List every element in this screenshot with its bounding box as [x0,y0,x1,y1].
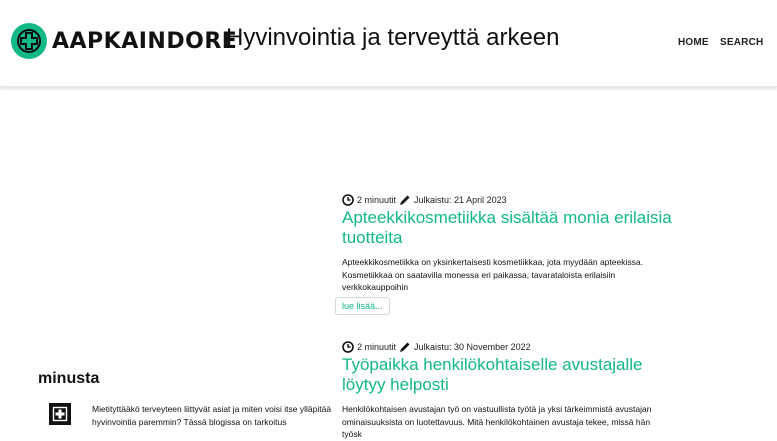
post-card [342,193,682,311]
publish-date: Julkaistu: 21 April 2023 [414,195,507,205]
about-heading: minusta [38,370,100,387]
post-meta [342,193,682,207]
nav-home-link[interactable]: HOME [678,37,709,48]
post-excerpt: Henkilökohtaisen avustajan työ on vastuullista työtä ja yksi tärkeimmistä avustajan ominaisuuksista on luotettavuus. Mitä henkilökohtainen avustaja tekee, missä hän työsk [342,404,652,439]
nav-search-link[interactable]: SEARCH [720,37,764,48]
read-time: 2 minuutit [357,342,397,352]
pencil-icon [399,341,411,353]
medical-cross-icon [49,403,71,425]
clock-icon [342,194,354,206]
about-text: Mietityttääkö terveyteen liittyvät asiat ja miten voisi itse ylläpitää hyvinvointia paremmin? Tässä blogissa on tarkoitus [92,404,332,427]
pencil-icon [399,194,411,206]
read-time: 2 minuutit [357,195,397,205]
site-header [0,0,777,87]
site-tagline: Hyvinvointia ja terveyttä arkeen [226,24,560,51]
clock-icon [342,341,354,353]
brand-name[interactable]: AAPKAINDORE [52,29,238,54]
read-more-button[interactable]: lue lisää... [335,297,390,315]
post-excerpt: Apteekkikosmetiikka on yksinkertaisesti kosmetiikkaa, jota myydään apteekissa. Kosmetiikkaa on saatavilla monessa eri paikassa, tavarataloista erilaisiin verkkokauppoihin [342,257,643,292]
publish-date: Julkaistu: 30 November 2022 [414,342,531,352]
medical-cross-logo-icon[interactable] [11,23,47,59]
post-title-link[interactable]: Työpaikka henkilökohtaiselle avustajalle löytyy helposti [342,355,643,394]
post-card [342,340,682,441]
post-meta [342,340,682,354]
post-title-link[interactable]: Apteekkikosmetiikka sisältää monia erilaisia tuotteita [342,208,672,247]
